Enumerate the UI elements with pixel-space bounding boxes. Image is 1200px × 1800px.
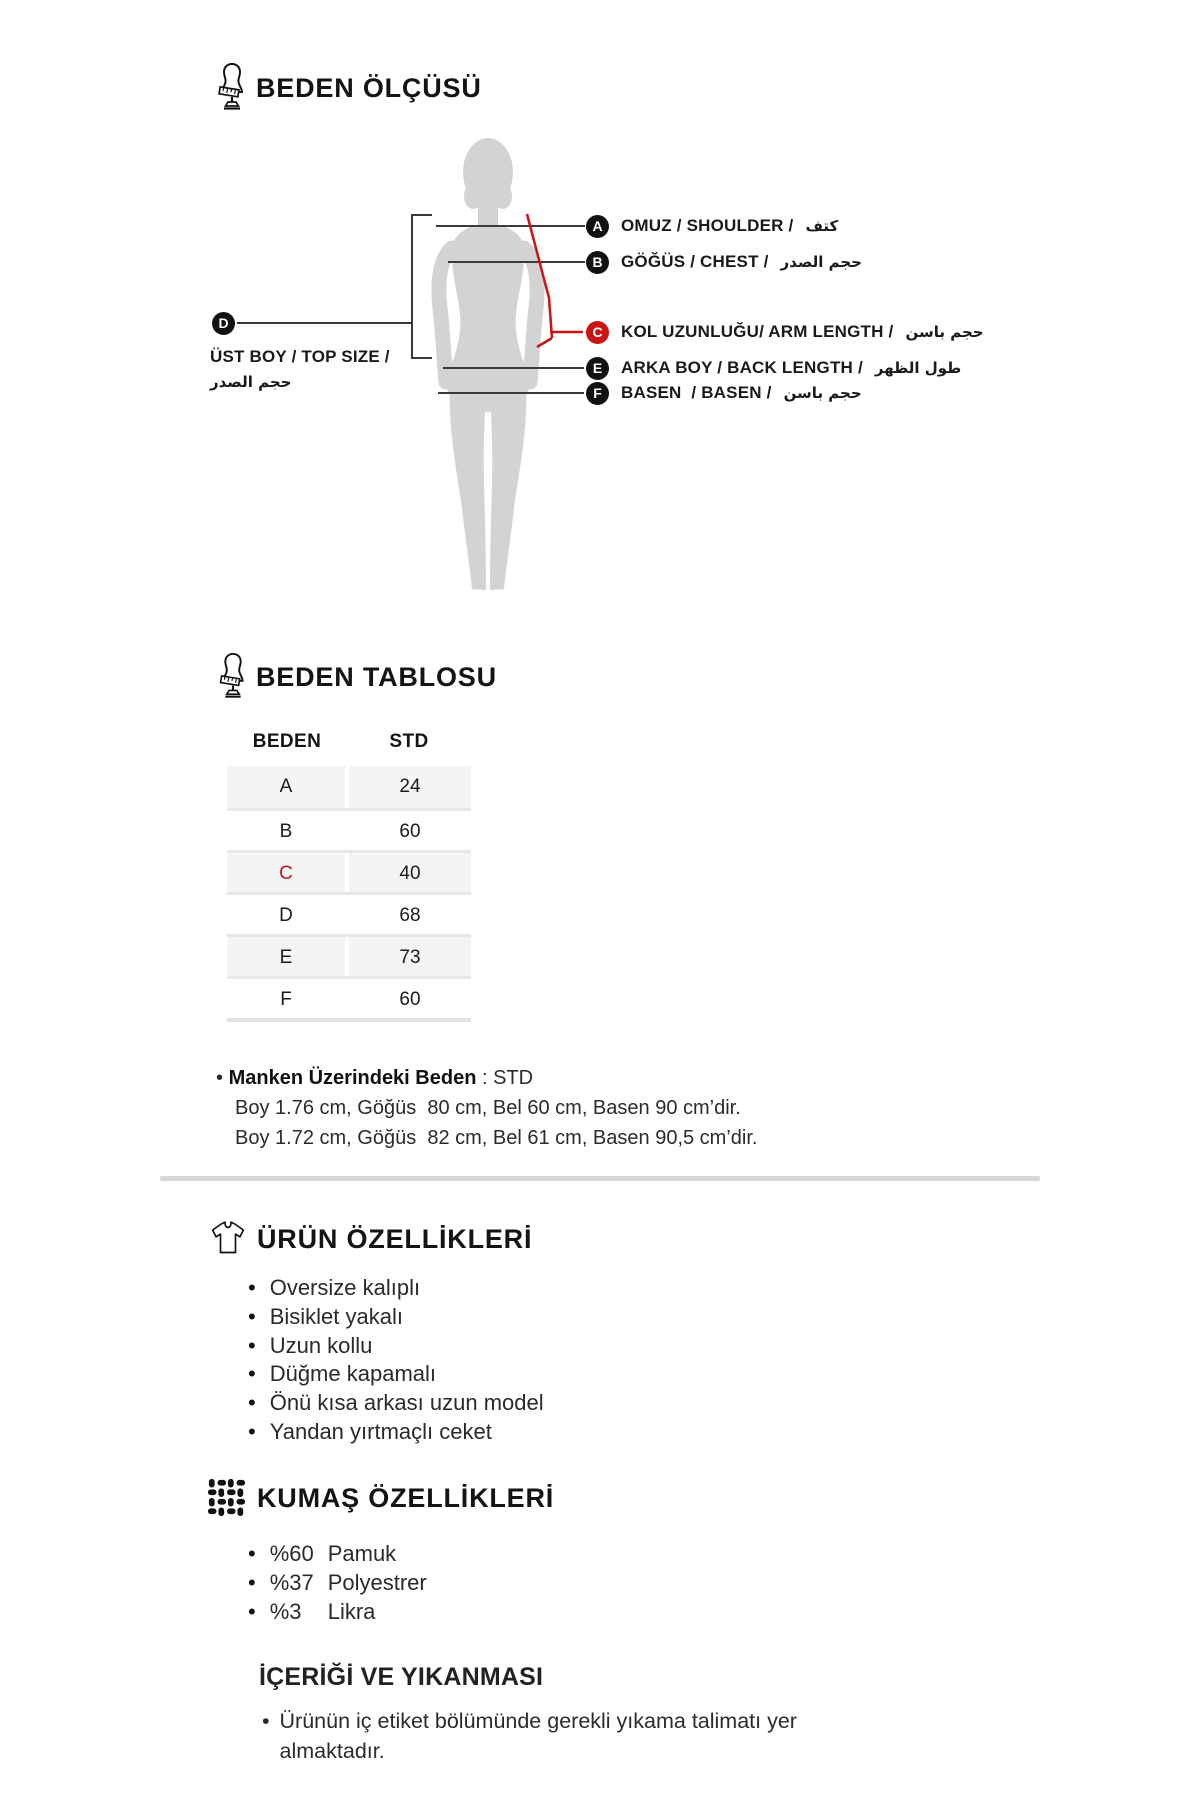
row-letter: D [279,905,293,926]
table-row [227,850,471,892]
list-item [248,1597,427,1626]
mannequin-icon [217,652,249,700]
label-back-length-arabic: طول الظهر [874,359,962,377]
row-value: 73 [349,937,471,976]
label-basen: BASEN / BASEN / [621,383,772,402]
list-item [248,1303,544,1332]
table-row [227,892,471,934]
row-letter: E [227,937,345,976]
list-item [248,1418,544,1447]
bullet: • [262,1709,270,1733]
feature-text: Oversize kalıplı [269,1275,421,1300]
label-top-size-arabic: حجم الصدر [210,373,292,391]
section-title-product-features: ÜRÜN ÖZELLİKLERİ [257,1224,533,1254]
product-features-list [248,1274,544,1447]
fabric-percent: %60 [269,1541,314,1566]
fabric-percent: %3 [269,1599,302,1624]
list-item [248,1274,544,1303]
row-letter: C [227,853,345,892]
bullet: • [248,1541,256,1566]
row-letter: A [227,766,345,808]
feature-text: Yandan yırtmaçlı ceket [269,1418,492,1444]
label-row-shoulder [586,214,838,238]
label-row-arm-length [586,320,984,344]
tshirt-icon [210,1218,246,1257]
row-letter: F [280,989,292,1010]
label-row-chest [586,250,862,274]
mannequin-size-value: : STD [476,1067,534,1089]
mannequin-size-info [216,1063,757,1153]
label-chest: GÖĞÜS / CHEST / [621,252,769,271]
column-header-beden: BEDEN [252,731,322,752]
care-line-1: Ürünün iç etiket bölümünde gerekli yıkama talimatı yer [279,1709,797,1733]
label-shoulder-arabic: كتف [805,217,839,235]
bullet: • [248,1390,256,1416]
top-size-bracket [412,215,432,358]
label-row-back-length [586,356,961,380]
row-value: 68 [399,905,421,926]
section-title-size-table: BEDEN TABLOSU [256,662,497,692]
feature-text: Bisiklet yakalı [269,1303,403,1329]
section-title-care: İÇERİĞİ VE YIKANMASI [259,1663,544,1691]
fabric-name: Pamuk [327,1541,397,1566]
badge-e: E [586,357,609,380]
section-title-size-measure: BEDEN ÖLÇÜSÜ [256,73,482,103]
bullet: • [248,1418,256,1444]
label-basen-arabic: حجم باسن [783,384,862,402]
label-arm-length: KOL UZUNLUĞU/ ARM LENGTH / [621,322,894,341]
feature-text: Önü kısa arkası uzun model [269,1390,544,1416]
badge-a: A [586,215,609,238]
care-text-lines [280,1706,797,1766]
fabric-name: Polyestrer [327,1570,427,1595]
column-header-std: STD [389,731,429,752]
bullet: • [216,1067,224,1089]
size-table-header [227,722,471,766]
feature-text: Düğme kapamalı [269,1361,437,1387]
label-chest-arabic: حجم الصدر [780,253,862,271]
row-letter: B [279,821,293,842]
list-item [248,1332,544,1361]
fabric-percent: %37 [269,1570,314,1595]
label-back-length: ARKA BOY / BACK LENGTH / [621,358,863,377]
care-instructions [262,1706,797,1766]
badge-f: F [586,382,609,405]
body-silhouette [439,138,537,590]
mannequin-size-label: Manken Üzerindeki Beden [228,1067,477,1089]
list-item [248,1360,544,1389]
label-shoulder: OMUZ / SHOULDER / [621,216,794,235]
label-top-size: ÜST BOY / TOP SIZE / [210,347,390,366]
row-value: 24 [349,766,471,808]
table-row [227,976,471,1018]
bullet: • [248,1599,256,1624]
bullet: • [248,1361,256,1387]
table-row [227,766,471,808]
bullet: • [248,1332,256,1358]
list-item [248,1568,427,1597]
size-table [227,722,471,1022]
label-row-basen [586,381,862,405]
badge-b: B [586,251,609,274]
bullet: • [248,1570,256,1595]
mannequin-size-line [216,1063,757,1093]
label-arm-length-arabic: حجم باسن [905,323,984,341]
row-value: 60 [399,821,421,842]
badge-d: D [212,312,235,335]
fabric-line [270,1568,427,1597]
row-value: 60 [399,989,421,1010]
size-table-body [227,766,471,1022]
fabric-weave-icon [207,1477,247,1517]
bullet: • [248,1275,256,1300]
list-item [248,1389,544,1418]
list-item [248,1539,427,1568]
table-row [227,934,471,976]
badge-c: C [586,321,609,344]
row-value: 40 [349,853,471,892]
section-divider [160,1176,1040,1181]
fabric-line [270,1597,376,1626]
care-line-2: almaktadır. [279,1739,385,1763]
fabric-name: Likra [327,1599,376,1624]
feature-text: Uzun kollu [269,1332,373,1358]
fabric-line [270,1539,396,1568]
bullet: • [248,1303,256,1329]
table-row [227,808,471,850]
mannequin-measurements-2: Boy 1.72 cm, Göğüs 82 cm, Bel 61 cm, Basen 90,5 cm’dir. [235,1127,758,1149]
fabric-features-list [248,1539,427,1626]
mannequin-measurements-1: Boy 1.76 cm, Göğüs 80 cm, Bel 60 cm, Basen 90 cm’dir. [235,1097,741,1119]
section-title-fabric-features: KUMAŞ ÖZELLİKLERİ [257,1483,555,1513]
